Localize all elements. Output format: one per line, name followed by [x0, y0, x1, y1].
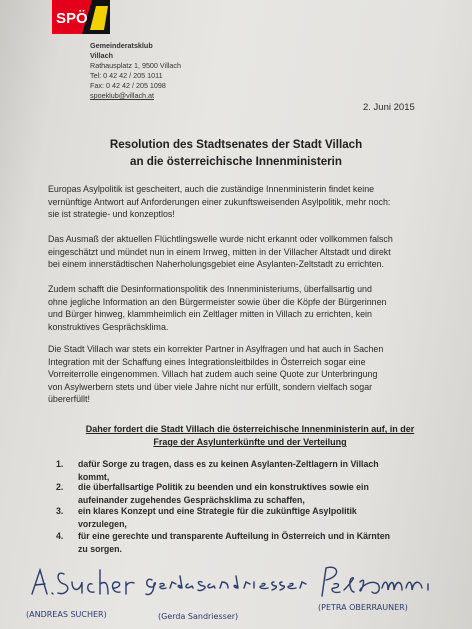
item-line: die überfallsartige Politik zu beenden und ein konstruktives sowie ein	[78, 482, 369, 492]
title-line-2: an die österreichische Innenministerin	[130, 155, 342, 168]
sender-block	[90, 41, 181, 101]
title-line-1: Resolution des Stadtsenates der Stadt Villach	[109, 138, 363, 151]
document-date: 2. Juni 2015	[363, 102, 415, 113]
sender-email[interactable]: spoeklub@villach.at	[90, 91, 155, 100]
item-number: 1.	[56, 459, 64, 469]
signature-3-caption: (PETRA OBERRAUNER)	[318, 603, 408, 612]
signature-3-scribble	[322, 567, 428, 596]
item-line: dafür Sorge zu tragen, dass es zu keinen Asylanten-Zeltlagern in Villach	[78, 459, 379, 469]
paragraph-line: Europas Asylpolitik ist gescheitert, auch die zuständige Innenministerin findet keine	[48, 184, 375, 194]
signature-area	[0, 560, 472, 629]
sender-fax: Fax: 0 42 42 / 205 1098	[90, 81, 166, 90]
paragraph-line: vernünftige Antwort auf Anforderungen einer zukunftsweisenden Asylpolitik, mehr noch:	[48, 196, 391, 207]
paragraph-line: Die Stadt Villach war stets ein korrekter Partner in Asylfragen und hat auch in Sachen	[48, 344, 384, 354]
paragraph-line: Zudem schafft die Desinformationspolitik des Innenministeriums, überfallsartig und	[48, 284, 372, 294]
sender-tel: Tel: 0 42 42 / 205 1011	[90, 71, 163, 80]
paragraph-line: und Bürger hinweg, klammheimlich ein Zeltlager mitten in Villach zu errichten, kein	[48, 309, 372, 320]
paragraph-line: Integration mit der Schaffung eines Integrationsleitbildes in Österreich sogar eine	[48, 356, 366, 367]
demand-heading-line-1: Daher fordert die Stadt Villach die österreichische Innenministerin auf, in der	[85, 424, 415, 434]
item-line: vorzulegen,	[78, 518, 127, 529]
item-line: aufeinander zugehendes Gesprächsklima zu schaffen,	[78, 494, 305, 505]
paragraph-line: Vorreiterrolle eingenommen. Villach hat zudem auch seine Quote zur Unterbringung	[48, 369, 378, 380]
signature-2-scribble	[146, 576, 306, 595]
item-line: für eine gerechte und transparente Aufteilung in Österreich und in Kärnten	[78, 531, 391, 541]
signature-2-caption: (Gerda Sandriesser)	[158, 612, 239, 621]
demand-heading-line-2: Frage der Asylunterkünfte und der Verteilung	[153, 437, 347, 447]
paragraph-line: eingeschätzt und mündet nun in einem Irrweg, mitten in der Villacher Altstadt und direkt	[48, 246, 391, 257]
paragraph-2	[48, 233, 428, 271]
spo-logo	[52, 0, 110, 34]
item-number: 2.	[56, 482, 64, 492]
sender-address: Rathausplatz 1, 9500 Villach	[90, 61, 181, 70]
item-line: zu sorgen.	[78, 543, 122, 554]
paragraph-1	[48, 183, 428, 221]
item-line: kommt,	[78, 471, 110, 482]
item-line: ein klares Konzept und eine Strategie für die zukünftige Asylpolitik	[78, 506, 357, 516]
item-number: 3.	[56, 506, 64, 516]
signature-1-scribble	[32, 570, 134, 594]
paragraph-line: bei einem innerstädtischen Naherholungsgebiet eine Asylanten-Zeltstadt zu errichten.	[48, 259, 384, 270]
paragraph-line: ohne jegliche Information an den Bürgermeister sowie über die Köpfe der Bürgerinnen	[48, 296, 387, 307]
paragraph-4	[48, 343, 428, 406]
paragraph-3	[48, 283, 428, 333]
paragraph-line: sie ist strategie- und konzeptlos!	[48, 209, 175, 220]
item-number: 4.	[56, 531, 64, 541]
paragraph-line: Das Ausmaß der aktuellen Flüchtlingswelle wurde nicht erkannt oder vollkommen falsch	[48, 234, 393, 244]
sender-org: Gemeinderatsklub	[90, 41, 153, 50]
paragraph-line: konstruktives Gesprächsklima.	[48, 321, 169, 332]
signature-1-caption: (ANDREAS SUCHER)	[26, 610, 107, 619]
paragraph-line: von Asylwerbern stets und über viele Jahre nicht nur erfüllt, sondern vielfach sogar	[48, 381, 373, 392]
paragraph-line: übererfüllt!	[48, 394, 90, 405]
sender-city: Villach	[90, 51, 114, 60]
logo-text: SPÖ	[56, 10, 88, 27]
